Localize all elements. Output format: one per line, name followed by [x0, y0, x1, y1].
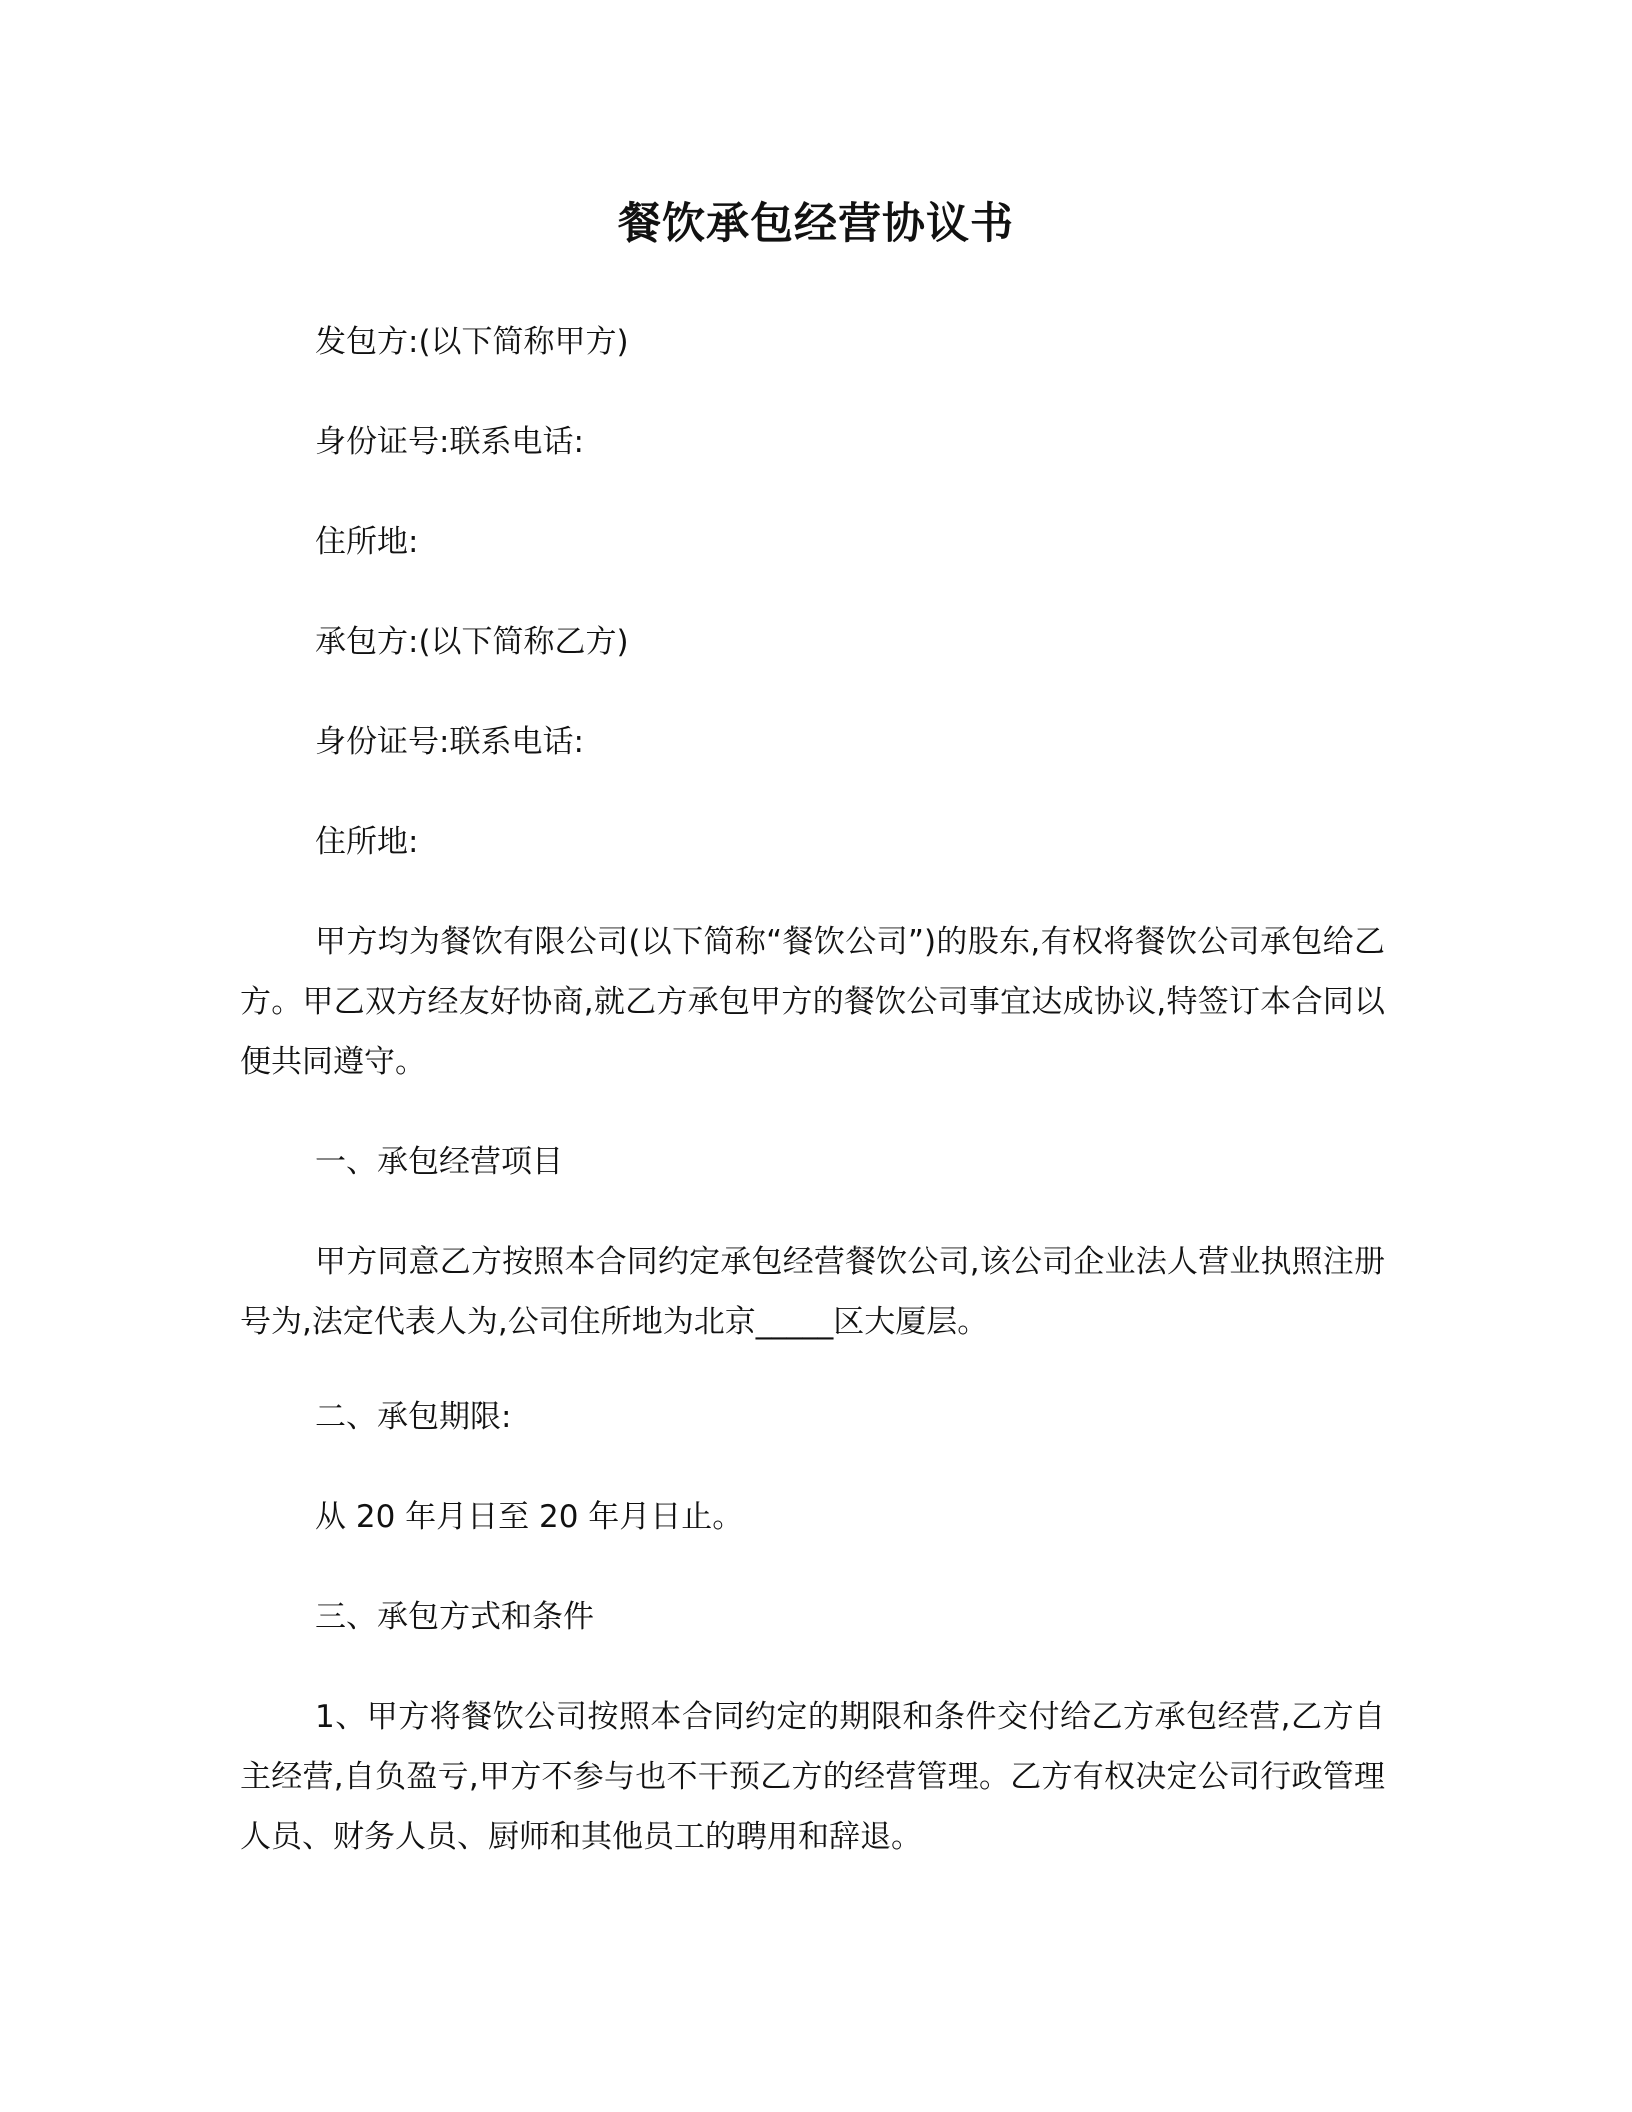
document-title: 餐饮承包经营协议书 — [618, 199, 1014, 249]
party-b-label: 承包方:(以下简称乙方) — [315, 624, 629, 660]
section3-heading: 三、承包方式和条件 — [315, 1599, 594, 1635]
preamble-paragraph: 甲方均为餐饮有限公司(以下简称“餐饮公司”)的股东,有权将餐饮公司承包给乙方。甲乙双方经友好协商,就乙方承包甲方的餐饮公司事宜达成协议,特签订本合同以便共同遵守。 — [240, 924, 1385, 1080]
party-a-address: 住所地: — [315, 524, 419, 560]
party-b-id-phone: 身份证号:联系电话: — [315, 724, 584, 760]
section2-body: 从 20 年月日至 20 年月日止。 — [315, 1499, 744, 1535]
section1-heading: 一、承包经营项目 — [315, 1144, 563, 1180]
section1-body: 甲方同意乙方按照本合同约定承包经营餐饮公司,该公司企业法人营业执照注册号为,法定代表人为,公司住所地为北京_____区大厦层。 — [240, 1244, 1385, 1340]
section3-item1: 1、甲方将餐饮公司按照本合同约定的期限和条件交付给乙方承包经营,乙方自主经营,自负盈亏,甲方不参与也不干预乙方的经营管理。乙方有权决定公司行政管理人员、财务人员、厨师和其他员工的聘用和辞退。 — [240, 1699, 1385, 1855]
party-a-id-phone: 身份证号:联系电话: — [315, 424, 584, 460]
party-a-label: 发包方:(以下简称甲方) — [315, 324, 629, 360]
party-b-address: 住所地: — [315, 824, 419, 860]
section2-heading: 二、承包期限: — [315, 1399, 512, 1435]
